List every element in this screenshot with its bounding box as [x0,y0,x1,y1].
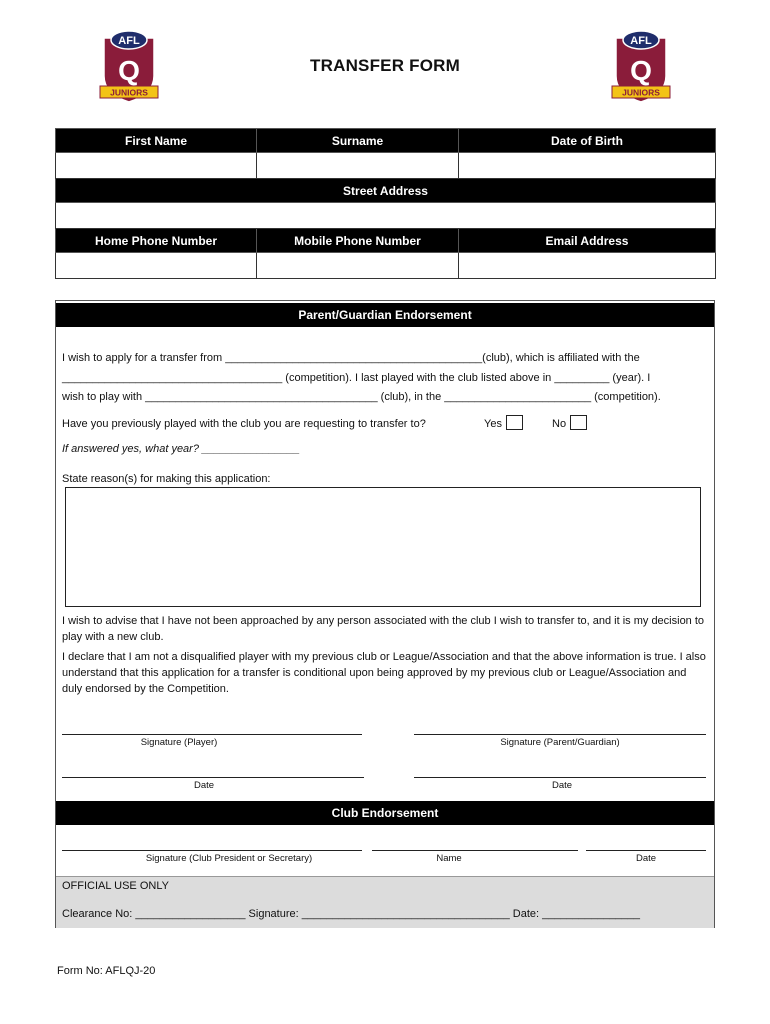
form-number: Form No: AFLQJ-20 [57,965,156,977]
yes-label: Yes [484,418,502,430]
club-name-line[interactable] [372,850,578,851]
club-name-label: Name [436,853,462,864]
logo-q-letter: Q [630,55,652,86]
no-option [552,415,587,433]
club-endorsement-heading: Club Endorsement [56,801,714,825]
club-president-signature-label: Signature (Club President or Secretary) [145,853,313,864]
player-signature-line[interactable] [62,734,362,735]
official-use-section [56,876,714,928]
date-left-line[interactable] [62,777,364,778]
reasons-textbox[interactable] [65,487,701,607]
yes-option [484,415,523,433]
declaration-not-disqualified: I declare that I am not a disqualified player with my previous club or League/Association and that the above information is true. I also understand that this application for a transfer is conditional upon being approved by my previous club or League/Association and duly endorsed by the Competition. [62,651,706,695]
no-checkbox[interactable] [570,415,587,430]
surname-header: Surname [257,129,459,153]
previous-club-question: Have you previously played with the club you are requesting to transfer to? [62,418,426,430]
logo-juniors-text: JUNIORS [622,87,660,98]
parent-guardian-endorsement-heading: Parent/Guardian Endorsement [56,303,714,327]
home-phone-header: Home Phone Number [56,229,257,253]
parent-signature-line[interactable] [414,734,706,735]
player-signature-label: Signature (Player) [140,737,218,748]
endorsement-panel [55,300,715,928]
club-president-signature-line[interactable] [62,850,362,851]
date-right-label: Date [551,780,573,791]
clearance-line[interactable]: Clearance No: __________________ Signature: __________________________________ Date: ________________ [62,908,641,920]
home-phone-field[interactable] [56,253,257,279]
no-label: No [552,418,567,430]
club-date-label: Date [635,853,657,864]
logo-q-letter: Q [118,55,140,86]
mobile-phone-field[interactable] [257,253,459,279]
date-left-label: Date [193,780,215,791]
wish-to-play-line[interactable]: wish to play with ______________________________________ (club), in the ________________________ (competition). [62,391,661,403]
street-address-field[interactable] [56,203,716,229]
logo-juniors-text: JUNIORS [110,87,148,98]
dob-field[interactable] [459,153,716,179]
declaration-not-approached: I wish to advise that I have not been approached by any person associated with the club I wish to transfer to, and it is my decision to play with a new club. [62,615,705,643]
club-date-line[interactable] [586,850,706,851]
first-name-header: First Name [56,129,257,153]
mobile-phone-header: Mobile Phone Number [257,229,459,253]
logo-afl-text: AFL [118,35,140,47]
email-header: Email Address [459,229,716,253]
page-title: TRANSFER FORM [310,56,460,75]
transfer-from-line[interactable]: I wish to apply for a transfer from __________________________________________(club), which is affiliated with the [62,352,640,364]
yes-checkbox[interactable] [506,415,523,430]
afl-q-juniors-logo-right [608,28,674,108]
if-yes-year-line[interactable]: If answered yes, what year? ________________ [62,443,300,455]
dob-header: Date of Birth [459,129,716,153]
reasons-label: State reason(s) for making this application: [62,473,271,485]
personal-details-table [55,128,716,279]
date-right-line[interactable] [414,777,706,778]
email-field[interactable] [459,253,716,279]
official-use-heading: OFFICIAL USE ONLY [62,880,169,892]
logo-afl-text: AFL [630,35,652,47]
street-address-header: Street Address [56,179,716,203]
parent-signature-label: Signature (Parent/Guardian) [500,737,620,748]
surname-field[interactable] [257,153,459,179]
first-name-field[interactable] [56,153,257,179]
competition-line[interactable]: ____________________________________ (competition). I last played with the club listed above in _________ (year). I [62,372,651,384]
afl-q-juniors-logo-left [96,28,162,108]
